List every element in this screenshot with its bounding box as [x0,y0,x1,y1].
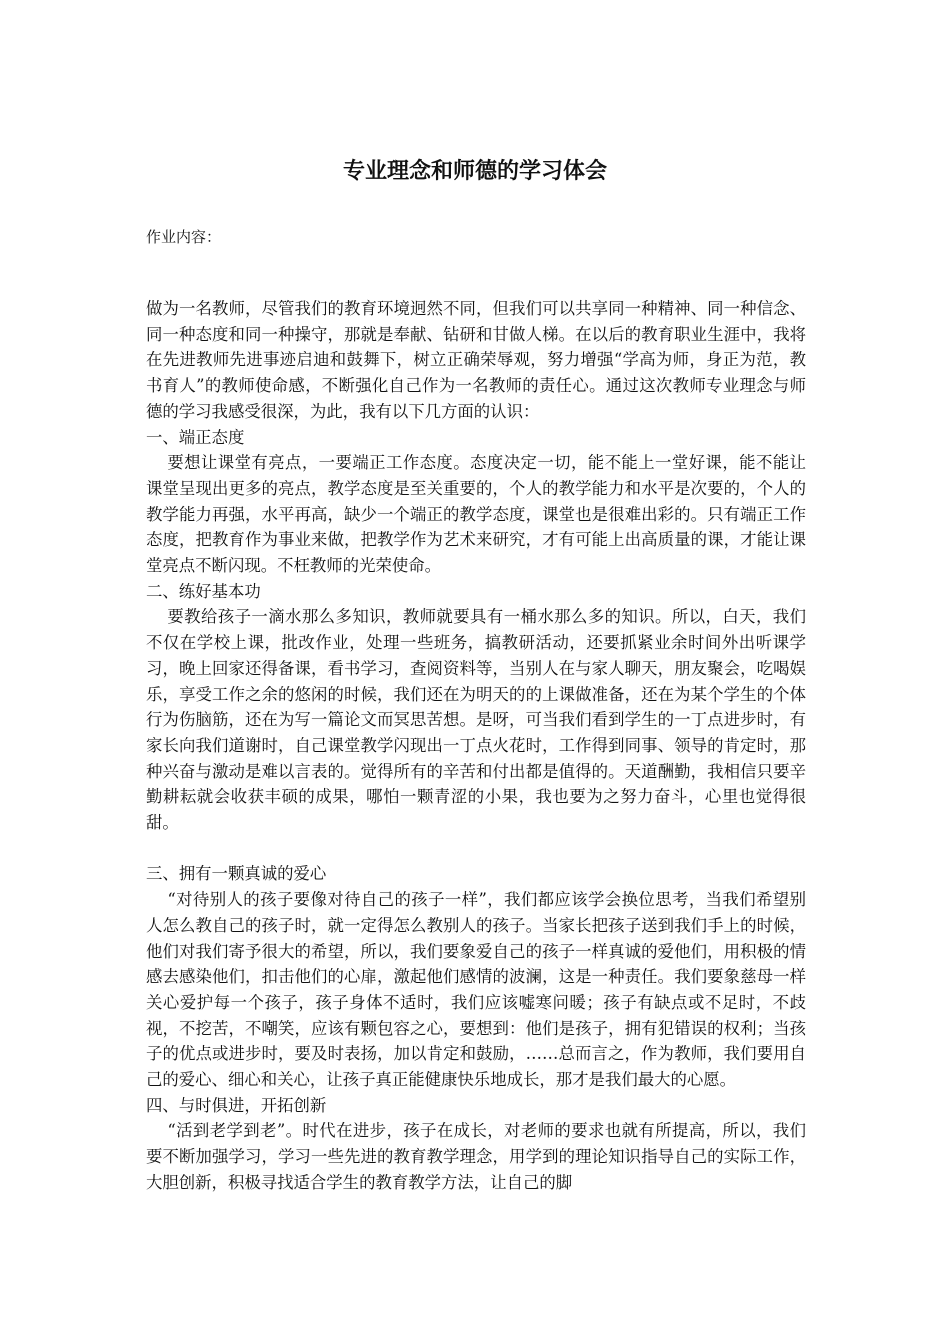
section-body-1: 要想让课堂有亮点，一要端正工作态度。态度决定一切，能不能上一堂好课，能不能让课堂呈现出更多的亮点，教学态度是至关重要的，个人的教学能力和水平是次要的，个人的教学能力再强，水平再高，缺少一个端正的教学态度，课堂也是很难出彩的。只有端正工作态度，把教育作为事业来做，把教学作为艺术来研究，才有可能上出高质量的课，才能让课堂亮点不断闪现。不枉教师的光荣使命。 [146,453,806,576]
section-body-4: “活到老学到老”。时代在进步，孩子在成长，对老师的要求也就有所提高，所以，我们要不断加强学习，学习一些先进的教育教学理念，用学到的理论知识指导自己的实际工作，大胆创新，积极寻找适合学生的教育教学方法，让自己的脚 [146,1121,806,1192]
section-heading-3: 三、拥有一颗真诚的爱心 [146,864,327,884]
section-heading-2: 二、练好基本功 [146,581,261,601]
section-heading-1: 一、端正态度 [146,427,245,447]
section-body-3: “对待别人的孩子要像对待自己的孩子一样”，我们都应该学会换位思考，当我们希望别人怎么教自己的孩子时，就一定得怎么教别人的孩子。当家长把孩子送到我们手上的时候，他们对我们寄予很大的希望，所以，我们要象爱自己的孩子一样真诚的爱他们，用积极的情感去感染他们，扣击他们的心扉，激起他们感情的波澜，这是一种责任。我们要象慈母一样关心爱护每一个孩子，孩子身体不适时，我们应该嘘寒问暖；孩子有缺点或不足时，不歧视，不挖苦，不嘲笑，应该有颗包容之心，要想到：他们是孩子，拥有犯错误的权利；当孩子的优点或进步时，要及时表扬，加以肯定和鼓励，……总而言之，作为教师，我们要用自己的爱心、细心和关心，让孩子真正能健康快乐地成长，那才是我们最大的心愿。 [146,890,806,1090]
section-heading-4: 四、与时俱进，开拓创新 [146,1095,327,1115]
paragraph-spacer [146,836,806,862]
section-body-2: 要教给孩子一滴水那么多知识，教师就要具有一桶水那么多的知识。所以，白天，我们不仅在学校上课，批改作业，处理一些班务，搞教研活动，还要抓紧业余时间外出听课学习，晚上回家还得备课，看书学习，查阅资料等，当别人在与家人聊天，朋友聚会，吃喝娱乐，享受工作之余的悠闲的时候，我们还在为明天的的上课做准备，还在为某个学生的个体行为伤脑筋，还在为写一篇论文而冥思苦想。是呀，可当我们看到学生的一丁点进步时，有家长向我们道谢时，自己课堂教学闪现出一丁点火花时，工作得到同事、领导的肯定时，那种兴奋与激动是难以言表的。觉得所有的辛苦和付出都是值得的。天道酬勤，我相信只要辛勤耕耘就会收获丰硕的成果，哪怕一颗青涩的小果，我也要为之努力奋斗，心里也觉得很甜。 [146,607,806,833]
assignment-label: 作业内容： [146,228,222,246]
document-title: 专业理念和师德的学习体会 [342,159,607,184]
document-body [146,296,806,1196]
intro-paragraph: 做为一名教师，尽管我们的教育环境迥然不同，但我们可以共享同一种精神、同一种信念、同一种态度和同一种操守，那就是奉献、钻研和甘做人梯。在以后的教育职业生涯中，我将在先进教师先进事迹启迪和鼓舞下，树立正确荣辱观，努力增强“学高为师，身正为范，教书育人”的教师使命感，不断强化自己作为一名教师的责任心。通过这次教师专业理念与师德的学习我感受很深，为此，我有以下几方面的认识： [146,299,806,421]
